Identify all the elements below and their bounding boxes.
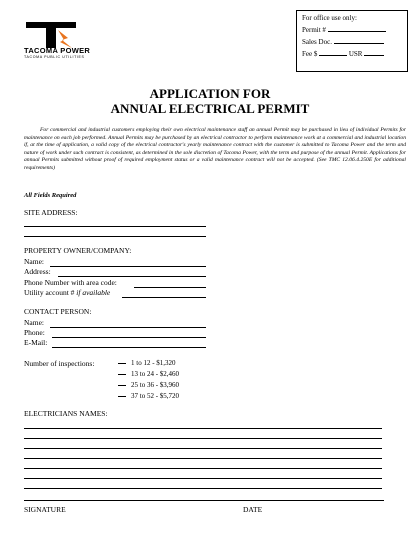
- contact-phone-field[interactable]: [52, 337, 206, 338]
- logo-name: TACOMA POWER: [24, 46, 91, 55]
- office-use-box: [296, 10, 408, 72]
- site-address-line-1[interactable]: [24, 226, 206, 227]
- contact-email-label: E-Mail:: [24, 338, 48, 347]
- inspection-option[interactable]: [118, 370, 179, 378]
- utility-account-field[interactable]: [122, 297, 206, 298]
- checkbox-blank[interactable]: [118, 363, 126, 364]
- owner-heading: PROPERTY OWNER/COMPANY:: [24, 246, 132, 255]
- electrician-line[interactable]: [24, 428, 382, 429]
- usr-field[interactable]: [364, 48, 384, 56]
- intro-paragraph: For commercial and industrial customers employing their own electrical maintenance staff an annual Permit may be purchased in lieu of individual Permits for maintenance on each job performed. Annual Permits may be purchased by an electrical contractor to perform maintenance work at a commercial and industrial location if, at the time of application, a valid copy of the electrical contractor's yearly maintenance contract with the customer is submitted to Tacoma Power and the term and nature of work under such contract is consistent, as determined in the sole discretion of Tacoma Power, with the term and purpose of the annual Permit. Applications for annual Permits submitted without proof of required employment status or a valid maintenance contract will not be accepted. (See TMC 12.06.4.250E for additional requirements): [24, 127, 406, 171]
- utility-account-text: Utility account #: [24, 288, 75, 297]
- owner-name-label: Name:: [24, 257, 44, 266]
- fee-label: Fee $: [302, 50, 318, 58]
- inspection-option-text: 1 to 12 - $1,320: [131, 359, 176, 367]
- inspection-option-text: 37 to 52 - $5,720: [131, 392, 180, 400]
- title-line-2: ANNUAL ELECTRICAL PERMIT: [110, 101, 310, 116]
- electrician-line[interactable]: [24, 478, 382, 479]
- logo-subtitle: TACOMA PUBLIC UTILITIES: [24, 55, 85, 59]
- owner-address-label: Address:: [24, 267, 51, 276]
- permit-label: Permit #: [302, 26, 326, 34]
- contact-phone-label: Phone:: [24, 328, 45, 337]
- owner-phone-label: Phone Number with area code:: [24, 278, 117, 287]
- contact-name-field[interactable]: [50, 327, 206, 328]
- inspections-label: Number of inspections:: [24, 359, 95, 368]
- inspection-option-text: 25 to 36 - $3,960: [131, 381, 180, 389]
- contact-heading: CONTACT PERSON:: [24, 307, 92, 316]
- signature-label: SIGNATURE: [24, 505, 66, 514]
- contact-email-field[interactable]: [52, 347, 206, 348]
- sales-doc-label: Sales Doc.: [302, 38, 332, 46]
- sales-doc-field[interactable]: [334, 36, 384, 44]
- electrician-line[interactable]: [24, 458, 382, 459]
- utility-account-label: [24, 288, 110, 297]
- inspection-option[interactable]: [118, 359, 176, 367]
- checkbox-blank[interactable]: [118, 396, 126, 397]
- required-note: All Fields Required: [24, 192, 77, 199]
- inspection-option[interactable]: [118, 381, 179, 389]
- site-address-heading: SITE ADDRESS:: [24, 208, 78, 217]
- date-label: DATE: [243, 505, 263, 514]
- site-address-line-2[interactable]: [24, 236, 206, 237]
- electrician-line[interactable]: [24, 438, 382, 439]
- utility-account-note: if available: [76, 288, 111, 297]
- owner-address-field[interactable]: [58, 276, 206, 277]
- electricians-heading: ELECTRICIANS NAMES:: [24, 409, 108, 418]
- permit-field[interactable]: [328, 24, 386, 32]
- electrician-line[interactable]: [24, 448, 382, 449]
- office-heading: For office use only:: [302, 14, 357, 22]
- electrician-line[interactable]: [24, 468, 382, 469]
- checkbox-blank[interactable]: [118, 374, 126, 375]
- electrician-line[interactable]: [24, 488, 382, 489]
- fee-field[interactable]: [319, 48, 347, 56]
- owner-phone-field[interactable]: [134, 287, 206, 288]
- checkbox-blank[interactable]: [118, 385, 126, 386]
- inspection-option[interactable]: [118, 392, 179, 400]
- usr-label: USR: [348, 50, 363, 58]
- contact-name-label: Name:: [24, 318, 44, 327]
- owner-name-field[interactable]: [50, 266, 206, 267]
- inspection-option-text: 13 to 24 - $2,460: [131, 370, 180, 378]
- title-line-1: APPLICATION FOR: [149, 86, 271, 101]
- signature-line[interactable]: [24, 500, 384, 501]
